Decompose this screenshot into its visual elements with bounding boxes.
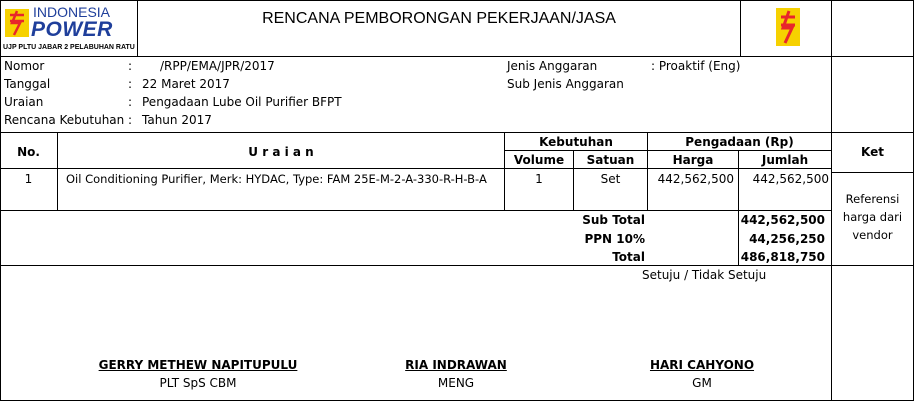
item-row-bottom — [0, 210, 832, 211]
total-value: 486,818,750 — [740, 250, 825, 264]
ket-line-3: vendor — [852, 228, 893, 242]
uraian-label: Uraian — [4, 95, 44, 109]
table-top-line — [0, 132, 914, 133]
signature-name-2: RIA INDRAWAN — [405, 358, 507, 372]
row-no: 1 — [24, 172, 33, 186]
ppn-value: 44,256,250 — [749, 232, 825, 246]
signature-position-2: MENG — [437, 376, 475, 390]
row-harga: 442,562,500 — [657, 172, 734, 186]
col-header-harga: Harga — [672, 153, 714, 167]
subtotal-value: 442,562,500 — [740, 213, 825, 227]
col-header-kebutuhan: Kebutuhan — [539, 135, 613, 149]
sub-jenis-anggaran-label: Sub Jenis Anggaran — [507, 77, 624, 91]
tanggal-colon: : — [128, 77, 133, 91]
uraian-colon: : — [128, 95, 133, 109]
signature-name-3: HARI CAHYONO — [649, 358, 755, 372]
unit-name: UJP PLTU JABAR 2 PELABUHAN RATU — [3, 44, 135, 51]
logo-text-indonesia: INDONESIA — [33, 4, 111, 20]
total-label: Total — [612, 250, 645, 264]
ket-header-bottom — [831, 172, 914, 173]
row-jumlah: 442,562,500 — [752, 172, 829, 186]
frame-bottom — [0, 400, 914, 401]
page-title: RENCANA PEMBORONGAN PEKERJAAN/JASA — [262, 10, 616, 27]
row-volume: 1 — [535, 172, 543, 186]
totals-bottom — [0, 265, 914, 266]
ppn-label: PPN 10% — [584, 232, 645, 246]
col-header-satuan: Satuan — [586, 153, 635, 167]
subtotal-label: Sub Total — [582, 213, 645, 227]
right-logo-divider-left — [740, 0, 741, 57]
nomor-colon: : — [128, 59, 133, 73]
row-uraian: Oil Conditioning Purifier, Merk: HYDAC, Type: FAM 25E-M-2-A-330-R-H-B-A — [66, 172, 487, 186]
rencana-value: Tahun 2017 — [142, 113, 212, 127]
rencana-label: Rencana Kebutuhan — [4, 113, 125, 127]
rencana-colon: : — [128, 113, 133, 127]
tanggal-label: Tanggal — [4, 77, 51, 91]
setuju-text: Setuju / Tidak Setuju — [642, 268, 767, 282]
right-logo — [776, 8, 800, 46]
uraian-value: Pengadaan Lube Oil Purifier BFPT — [142, 95, 342, 109]
logo-text-power: POWER — [31, 18, 113, 41]
frame-left — [0, 0, 1, 401]
subheader-line — [504, 150, 832, 151]
row-satuan: Set — [600, 172, 621, 186]
jenis-anggaran-label: Jenis Anggaran — [507, 59, 598, 73]
lightning-icon — [776, 8, 800, 46]
ket-line-2: harga dari — [842, 210, 903, 224]
col-header-pengadaan: Pengadaan (Rp) — [685, 135, 794, 149]
table-header-bottom — [0, 168, 832, 169]
signature-name-1: GERRY METHEW NAPITUPULU — [98, 358, 298, 372]
col-header-no: No. — [17, 145, 40, 159]
signature-position-3: GM — [692, 376, 712, 390]
signature-position-1: PLT SpS CBM — [159, 376, 237, 390]
col-line-no — [57, 132, 58, 211]
jenis-anggaran-value: : Proaktif (Eng) — [651, 59, 741, 73]
col-header-jumlah: Jumlah — [761, 153, 809, 167]
ket-line-1: Referensi — [845, 192, 900, 206]
lightning-icon — [5, 9, 29, 37]
tanggal-value: 22 Maret 2017 — [142, 77, 230, 91]
col-header-uraian: U r a i a n — [248, 145, 314, 159]
company-logo — [3, 3, 135, 54]
nomor-label: Nomor — [4, 59, 45, 73]
col-header-ket: Ket — [861, 145, 884, 159]
col-header-volume: Volume — [513, 153, 565, 167]
nomor-value: /RPP/EMA/JPR/2017 — [160, 59, 275, 73]
logo-divider — [137, 0, 138, 57]
